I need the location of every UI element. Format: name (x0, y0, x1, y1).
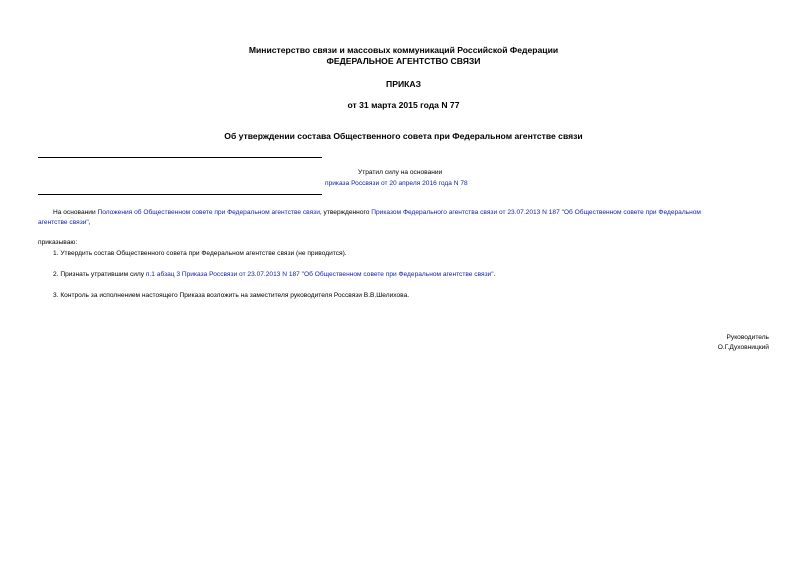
order-187-clause-link[interactable]: п.1 абзац 3 Приказа Россвязи от 23.07.2013 N 187 "Об Общественном совете при Федеральном агентстве связи" (145, 271, 494, 278)
order-item-3: 3. Контроль за исполнением настоящего Приказа возложить на заместителя руководителя Россвязи В.В.Шелихова. (53, 292, 410, 299)
signature-name: О.Г.Духовницкий (717, 344, 769, 351)
agency-name: ФЕДЕРАЛЬНОЕ АГЕНТСТВО СВЯЗИ (326, 56, 481, 66)
order-187-link-cont[interactable]: агентстве связи" (38, 219, 89, 226)
order-word: приказываю: (38, 239, 78, 246)
order-item-1: 1. Утвердить состав Общественного совета при Федеральном агентстве связи (не приводится). (53, 250, 347, 257)
order-item-2-prefix: 2. Признать утратившим силу (53, 271, 146, 278)
divider-bottom (38, 194, 322, 195)
order-item-2 (53, 270, 495, 279)
regulation-link[interactable]: Положения об Общественном совете при Федеральном агентстве связи (97, 209, 320, 216)
order-item-2-suffix: . (493, 271, 496, 278)
order-187-link[interactable]: Приказом Федерального агентства связи от 23.07.2013 N 187 "Об Общественном совете при Федеральном (371, 209, 701, 216)
paragraph-basis-suffix: , (88, 219, 91, 226)
signature-position: Руководитель (726, 334, 769, 341)
paragraph-basis (53, 208, 701, 217)
status-note-text: Утратил силу на основании (358, 169, 443, 176)
status-note-link[interactable]: приказа Россвязи от 20 апреля 2016 года N 78 (325, 180, 468, 187)
document-type: ПРИКАЗ (386, 79, 421, 89)
paragraph-basis-mid: , утвержденного (319, 209, 372, 216)
document-date-number: от 31 марта 2015 года N 77 (347, 100, 460, 110)
paragraph-basis-prefix: На основании (53, 209, 98, 216)
paragraph-basis-cont (38, 218, 91, 227)
document-title: Об утверждении состава Общественного совета при Федеральном агентстве связи (224, 131, 583, 141)
divider-top (38, 157, 322, 158)
ministry-name: Министерство связи и массовых коммуникаций Российской Федерации (248, 45, 559, 55)
